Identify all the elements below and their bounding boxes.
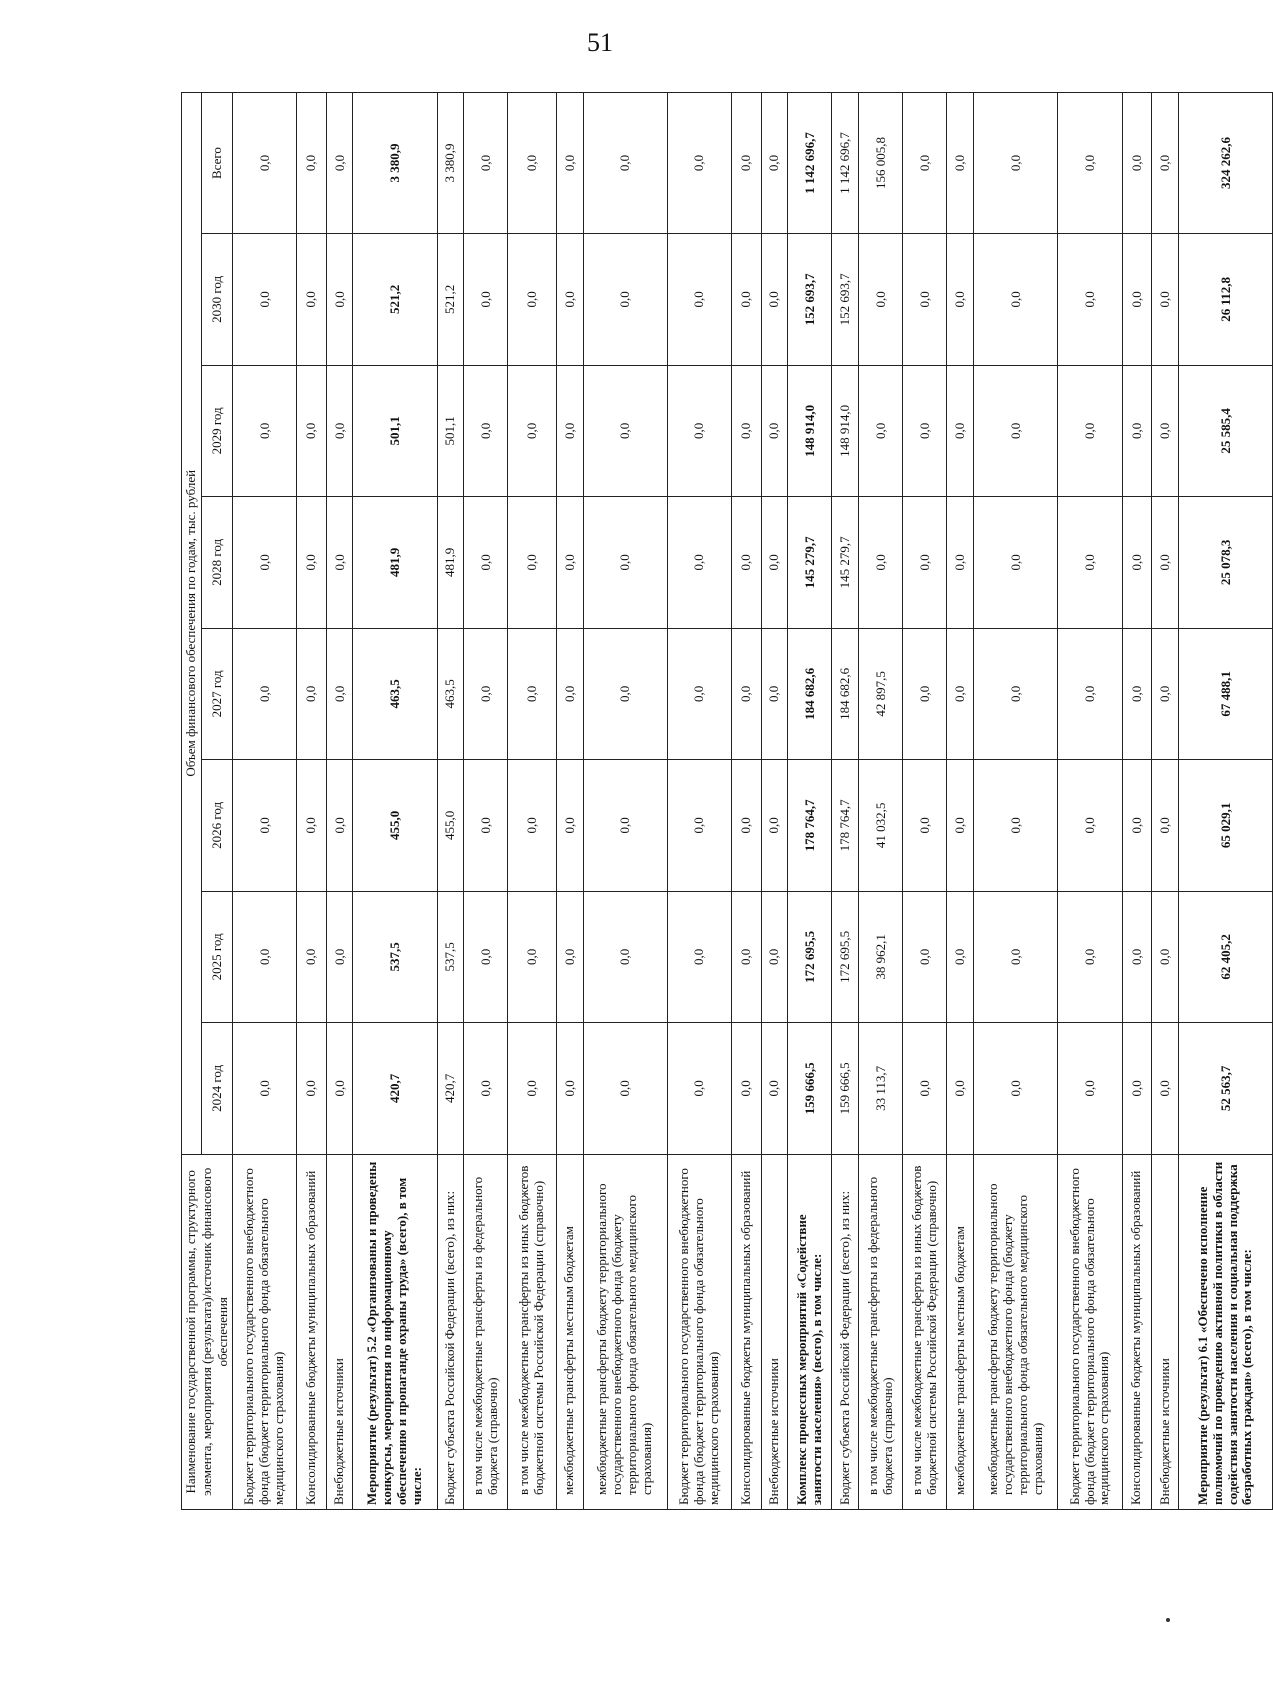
row-year-value: 0,0 (583, 628, 667, 760)
table-row (1122, 93, 1152, 1510)
row-year-value: 0,0 (903, 234, 947, 366)
row-year-value: 0,0 (974, 365, 1058, 497)
row-year-value: 0,0 (297, 365, 327, 497)
row-year-value: 0,0 (761, 628, 788, 760)
table-row (1058, 93, 1122, 1510)
row-year-value: 0,0 (732, 1023, 762, 1155)
row-year-value: 0,0 (297, 234, 327, 366)
page-number: 51 (587, 28, 613, 57)
table-row (947, 93, 974, 1510)
table-row (1179, 93, 1273, 1510)
row-year-value: 0,0 (667, 1023, 731, 1155)
row-year-value: 0,0 (556, 1023, 583, 1155)
row-year-value: 159 666,5 (788, 1023, 832, 1155)
row-year-value: 0,0 (732, 234, 762, 366)
row-year-value: 0,0 (947, 628, 974, 760)
row-total-value: 0,0 (233, 93, 297, 234)
row-year-value: 420,7 (437, 1023, 464, 1155)
row-year-value: 0,0 (903, 497, 947, 629)
row-year-value: 26 112,8 (1179, 234, 1273, 366)
row-year-value: 148 914,0 (832, 365, 859, 497)
header-total: Всего (201, 93, 232, 234)
row-year-value: 0,0 (1152, 234, 1179, 366)
row-year-value: 0,0 (947, 234, 974, 366)
row-total-value: 156 005,8 (859, 93, 903, 234)
table-row (788, 93, 832, 1510)
table-row (556, 93, 583, 1510)
row-year-value: 0,0 (297, 891, 327, 1023)
header-year: 2024 год (201, 1023, 232, 1155)
header-year: 2030 год (201, 234, 232, 366)
row-total-value: 1 142 696,7 (832, 93, 859, 234)
row-year-value: 501,1 (437, 365, 464, 497)
row-year-value: 0,0 (233, 497, 297, 629)
row-year-value: 0,0 (233, 628, 297, 760)
row-year-value: 172 695,5 (832, 891, 859, 1023)
row-year-value: 0,0 (464, 760, 508, 892)
table-row (1152, 93, 1179, 1510)
header-year: 2028 год (201, 497, 232, 629)
row-year-value: 42 897,5 (859, 628, 903, 760)
row-total-value: 3 380,9 (353, 93, 437, 234)
scan-speck (1166, 1618, 1170, 1622)
row-total-value: 3 380,9 (437, 93, 464, 234)
row-label: Бюджет территориального государственного внебюджетного фонда (бюджет территориального фонда обязательного медицинского страхования) (1058, 1154, 1122, 1509)
table-row (761, 93, 788, 1510)
row-year-value: 0,0 (297, 760, 327, 892)
row-year-value: 62 405,2 (1179, 891, 1273, 1023)
row-year-value: 0,0 (667, 365, 731, 497)
row-year-value: 0,0 (947, 365, 974, 497)
row-year-value: 0,0 (667, 234, 731, 366)
table-row (903, 93, 947, 1510)
header-volume-title: Объем финансового обеспечения по годам, тыс. рублей (182, 93, 202, 1155)
row-year-value: 0,0 (464, 891, 508, 1023)
row-year-value: 145 279,7 (788, 497, 832, 629)
row-label: в том числе межбюджетные трансферты из иных бюджетов бюджетной системы Российской Федерации (справочно) (508, 1154, 556, 1509)
row-year-value: 0,0 (667, 628, 731, 760)
row-year-value: 0,0 (732, 891, 762, 1023)
row-year-value: 0,0 (1152, 497, 1179, 629)
row-year-value: 0,0 (974, 891, 1058, 1023)
row-label: межбюджетные трансферты бюджету территориального государственного внебюджетного фонда (бюджету территориального фонда обязательного медицинского страхования) (974, 1154, 1058, 1509)
row-year-value: 0,0 (1152, 760, 1179, 892)
row-year-value: 0,0 (1122, 891, 1152, 1023)
row-total-value: 324 262,6 (1179, 93, 1273, 234)
row-year-value: 0,0 (1152, 365, 1179, 497)
row-year-value: 0,0 (667, 760, 731, 892)
row-total-value: 0,0 (761, 93, 788, 234)
row-year-value: 0,0 (903, 365, 947, 497)
row-year-value: 0,0 (1058, 497, 1122, 629)
table-row (326, 93, 353, 1510)
row-year-value: 0,0 (974, 1023, 1058, 1155)
row-year-value: 0,0 (508, 760, 556, 892)
row-year-value: 0,0 (761, 760, 788, 892)
row-year-value: 0,0 (732, 365, 762, 497)
row-year-value: 0,0 (1058, 760, 1122, 892)
row-year-value: 0,0 (326, 365, 353, 497)
table-row (583, 93, 667, 1510)
row-label: Внебюджетные источники (1152, 1154, 1179, 1509)
row-year-value: 0,0 (233, 760, 297, 892)
row-year-value: 0,0 (947, 497, 974, 629)
row-year-value: 0,0 (583, 891, 667, 1023)
row-year-value: 65 029,1 (1179, 760, 1273, 892)
row-year-value: 0,0 (508, 628, 556, 760)
header-year: 2029 год (201, 365, 232, 497)
row-year-value: 0,0 (583, 234, 667, 366)
row-year-value: 0,0 (1152, 891, 1179, 1023)
row-year-value: 481,9 (353, 497, 437, 629)
row-year-value: 145 279,7 (832, 497, 859, 629)
row-label: межбюджетные трансферты местным бюджетам (947, 1154, 974, 1509)
row-year-value: 0,0 (947, 891, 974, 1023)
row-year-value: 0,0 (583, 365, 667, 497)
row-year-value: 0,0 (903, 628, 947, 760)
row-year-value: 0,0 (859, 365, 903, 497)
row-label: Консолидированные бюджеты муниципальных образований (297, 1154, 327, 1509)
row-label: в том числе межбюджетные трансферты из иных бюджетов бюджетной системы Российской Федерации (справочно) (903, 1154, 947, 1509)
row-year-value: 0,0 (556, 628, 583, 760)
row-year-value: 159 666,5 (832, 1023, 859, 1155)
header-year: 2025 год (201, 891, 232, 1023)
table-row (297, 93, 327, 1510)
row-year-value: 0,0 (326, 760, 353, 892)
row-year-value: 0,0 (1122, 760, 1152, 892)
row-year-value: 0,0 (859, 234, 903, 366)
row-year-value: 0,0 (508, 497, 556, 629)
row-year-value: 0,0 (556, 234, 583, 366)
row-year-value: 0,0 (732, 628, 762, 760)
row-total-value: 0,0 (732, 93, 762, 234)
row-year-value: 0,0 (1122, 1023, 1152, 1155)
row-label: Мероприятие (результат) 5.2 «Организованы и проведены конкурсы, мероприятия по информационному обеспечению и пропаганде охраны труда» (всего), в том числе: (353, 1154, 437, 1509)
row-year-value: 41 032,5 (859, 760, 903, 892)
row-year-value: 0,0 (556, 497, 583, 629)
row-label: Консолидированные бюджеты муниципальных образований (1122, 1154, 1152, 1509)
row-year-value: 0,0 (233, 891, 297, 1023)
row-year-value: 0,0 (583, 497, 667, 629)
row-total-value: 0,0 (1122, 93, 1152, 234)
row-label: Бюджет субъекта Российской Федерации (всего), из них: (437, 1154, 464, 1509)
row-year-value: 0,0 (903, 760, 947, 892)
row-year-value: 0,0 (297, 1023, 327, 1155)
row-label: в том числе межбюджетные трансферты из федерального бюджета (справочно) (859, 1154, 903, 1509)
row-year-value: 0,0 (326, 1023, 353, 1155)
row-year-value: 0,0 (974, 628, 1058, 760)
row-label: Бюджет субъекта Российской Федерации (всего), из них: (832, 1154, 859, 1509)
row-year-value: 38 962,1 (859, 891, 903, 1023)
row-year-value: 0,0 (1122, 234, 1152, 366)
row-year-value: 537,5 (353, 891, 437, 1023)
row-total-value: 0,0 (297, 93, 327, 234)
row-label: Консолидированные бюджеты муниципальных образований (732, 1154, 762, 1509)
row-year-value: 0,0 (1058, 628, 1122, 760)
row-label: Бюджет территориального государственного внебюджетного фонда (бюджет территориального фонда обязательного медицинского страхования) (233, 1154, 297, 1509)
table-row (859, 93, 903, 1510)
row-total-value: 0,0 (947, 93, 974, 234)
row-year-value: 463,5 (437, 628, 464, 760)
row-year-value: 0,0 (667, 497, 731, 629)
row-year-value: 0,0 (903, 1023, 947, 1155)
row-year-value: 0,0 (761, 497, 788, 629)
row-year-value: 172 695,5 (788, 891, 832, 1023)
row-label: Внебюджетные источники (761, 1154, 788, 1509)
row-year-value: 0,0 (1058, 365, 1122, 497)
table-row (732, 93, 762, 1510)
row-year-value: 0,0 (1122, 365, 1152, 497)
row-year-value: 0,0 (326, 891, 353, 1023)
row-year-value: 463,5 (353, 628, 437, 760)
row-year-value: 0,0 (761, 1023, 788, 1155)
row-year-value: 0,0 (233, 365, 297, 497)
row-year-value: 33 113,7 (859, 1023, 903, 1155)
row-year-value: 52 563,7 (1179, 1023, 1273, 1155)
row-year-value: 0,0 (464, 628, 508, 760)
row-year-value: 0,0 (326, 234, 353, 366)
row-year-value: 67 488,1 (1179, 628, 1273, 760)
row-year-value: 0,0 (761, 234, 788, 366)
row-total-value: 0,0 (508, 93, 556, 234)
row-total-value: 0,0 (556, 93, 583, 234)
table-body (233, 93, 1273, 1510)
row-year-value: 0,0 (761, 365, 788, 497)
row-year-value: 501,1 (353, 365, 437, 497)
row-year-value: 0,0 (464, 497, 508, 629)
row-year-value: 0,0 (297, 628, 327, 760)
table-row (437, 93, 464, 1510)
row-total-value: 0,0 (903, 93, 947, 234)
table-row (353, 93, 437, 1510)
table-row (974, 93, 1058, 1510)
header-name-column: Наименование государственной программы, структурного элемента, мероприятия (результата)/источник финансового обеспечения (182, 1154, 233, 1509)
row-year-value: 0,0 (732, 760, 762, 892)
row-year-value: 0,0 (761, 891, 788, 1023)
row-year-value: 0,0 (974, 760, 1058, 892)
row-year-value: 0,0 (859, 497, 903, 629)
row-label: межбюджетные трансферты местным бюджетам (556, 1154, 583, 1509)
row-year-value: 25 078,3 (1179, 497, 1273, 629)
row-total-value: 0,0 (464, 93, 508, 234)
row-label: Бюджет территориального государственного внебюджетного фонда (бюджет территориального фонда обязательного медицинского страхования) (667, 1154, 731, 1509)
row-label: Мероприятие (результат) 6.1 «Обеспечено исполнение полномочий по проведению активной политики в области содействия занятости населения и социальная поддержка безработных граждан» (всего), в том числе: (1179, 1154, 1273, 1509)
row-year-value: 0,0 (464, 365, 508, 497)
row-year-value: 521,2 (437, 234, 464, 366)
row-year-value: 0,0 (556, 365, 583, 497)
row-year-value: 178 764,7 (788, 760, 832, 892)
row-year-value: 184 682,6 (832, 628, 859, 760)
row-year-value: 0,0 (667, 891, 731, 1023)
row-year-value: 152 693,7 (832, 234, 859, 366)
row-year-value: 0,0 (903, 891, 947, 1023)
row-year-value: 0,0 (233, 234, 297, 366)
row-year-value: 0,0 (508, 1023, 556, 1155)
row-year-value: 178 764,7 (832, 760, 859, 892)
row-year-value: 0,0 (1152, 628, 1179, 760)
table-row (233, 93, 297, 1510)
row-year-value: 0,0 (583, 1023, 667, 1155)
row-year-value: 0,0 (1152, 1023, 1179, 1155)
row-year-value: 0,0 (326, 497, 353, 629)
row-year-value: 455,0 (353, 760, 437, 892)
financing-table (181, 92, 1273, 1510)
header-year: 2027 год (201, 628, 232, 760)
row-year-value: 0,0 (508, 365, 556, 497)
row-year-value: 455,0 (437, 760, 464, 892)
row-year-value: 0,0 (464, 234, 508, 366)
row-total-value: 0,0 (667, 93, 731, 234)
row-year-value: 148 914,0 (788, 365, 832, 497)
row-total-value: 0,0 (974, 93, 1058, 234)
row-year-value: 0,0 (732, 497, 762, 629)
row-year-value: 537,5 (437, 891, 464, 1023)
table-row (464, 93, 508, 1510)
row-year-value: 0,0 (556, 891, 583, 1023)
row-year-value: 521,2 (353, 234, 437, 366)
row-total-value: 0,0 (583, 93, 667, 234)
row-year-value: 0,0 (974, 234, 1058, 366)
row-year-value: 0,0 (1122, 628, 1152, 760)
row-year-value: 0,0 (508, 891, 556, 1023)
table-row (667, 93, 731, 1510)
row-total-value: 0,0 (1058, 93, 1122, 234)
financing-table-rotated (181, 92, 1271, 1510)
row-total-value: 0,0 (1152, 93, 1179, 234)
header-year: 2026 год (201, 760, 232, 892)
table-row (508, 93, 556, 1510)
row-year-value: 0,0 (297, 497, 327, 629)
row-year-value: 0,0 (326, 628, 353, 760)
row-year-value: 0,0 (464, 1023, 508, 1155)
row-year-value: 0,0 (1122, 497, 1152, 629)
row-label: Комплекс процессных мероприятий «Содействие занятости населения» (всего), в том числе: (788, 1154, 832, 1509)
row-year-value: 420,7 (353, 1023, 437, 1155)
row-year-value: 0,0 (947, 760, 974, 892)
row-year-value: 481,9 (437, 497, 464, 629)
row-year-value: 0,0 (1058, 234, 1122, 366)
row-year-value: 0,0 (1058, 1023, 1122, 1155)
row-label: Внебюджетные источники (326, 1154, 353, 1509)
row-year-value: 0,0 (556, 760, 583, 892)
row-year-value: 0,0 (947, 1023, 974, 1155)
row-year-value: 0,0 (508, 234, 556, 366)
row-year-value: 0,0 (974, 497, 1058, 629)
table-row (832, 93, 859, 1510)
row-year-value: 0,0 (233, 1023, 297, 1155)
row-label: в том числе межбюджетные трансферты из федерального бюджета (справочно) (464, 1154, 508, 1509)
row-year-value: 0,0 (1058, 891, 1122, 1023)
row-year-value: 152 693,7 (788, 234, 832, 366)
row-year-value: 184 682,6 (788, 628, 832, 760)
row-total-value: 0,0 (326, 93, 353, 234)
row-year-value: 0,0 (583, 760, 667, 892)
row-year-value: 25 585,4 (1179, 365, 1273, 497)
row-total-value: 1 142 696,7 (788, 93, 832, 234)
row-label: межбюджетные трансферты бюджету территориального государственного внебюджетного фонда (бюджету территориального фонда обязательного медицинского страхования) (583, 1154, 667, 1509)
